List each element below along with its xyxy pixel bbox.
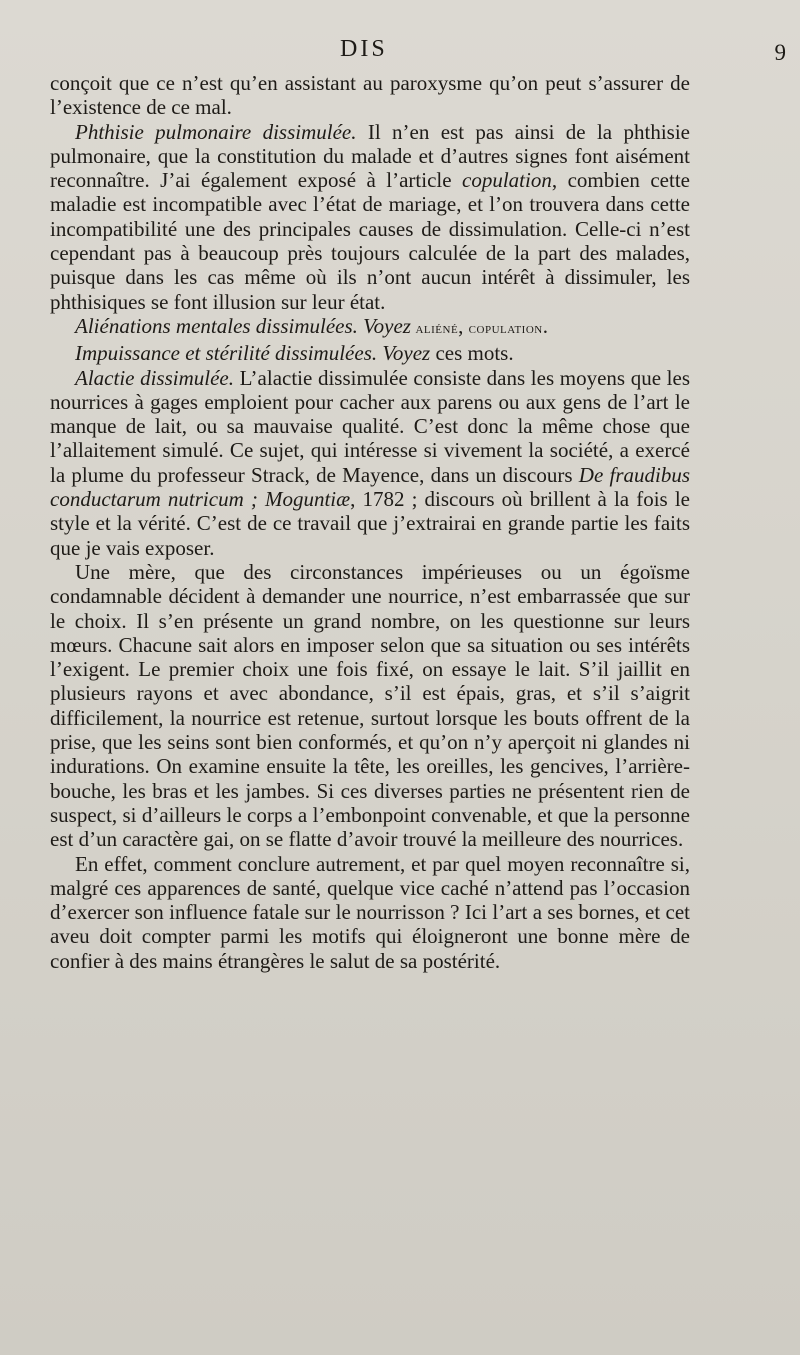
paragraph-phthisie [50,120,690,314]
paragraph-alactie [50,366,690,560]
cross-reference: copulation [462,168,552,193]
paragraph-nourrice [50,560,690,852]
paragraph-text: , 1782 ; discours où brillent à la fois le style et la vérité. C’est de ce travail que j’extrairai en grande partie les faits que je vais exposer. [50,487,690,560]
cross-reference: aliéné [410,319,459,337]
punctuation: . [542,313,548,338]
paragraph-impuissance [50,341,690,365]
entry-title: Phthisie pulmonaire dissimulée. [75,119,357,144]
page-header [0,36,800,68]
paragraph-text: L’alactie dissimulée consiste dans les moyens que les nourrices à gages emploient pour cacher aux parens ou aux gens de l’art le manque de lait, ou sa mauvaise qualité. C’est donc la même chose que l’allaitement simulé. Ce sujet, qui intéresse si vivement la société, a exercé la plume du professeur Strack, de Mayence, dans un discours [50,365,690,487]
paragraph-continuation [50,71,690,120]
paragraph-en-effet [50,852,690,973]
entry-title: Impuissance et stérilité dissimulées. Voyez [75,341,431,366]
body-text [50,71,690,973]
paragraph-text: Il n’en est pas ainsi de la phthisie pulmonaire, que la constitution du malade et d’autres signes font aisément reconnaître. J’ai également exposé à l’article [50,119,690,193]
paragraph-text: En effet, comment conclure autrement, et par quel moyen reconnaître si, malgré ces apparences de santé, quelque vice caché n’attend pas l’occasion d’exercer son influence fatale sur le nourrisson ? Ici l’art a ses bornes, et cet aveu doit compter parmi les motifs qui éloigneront une bonne mère de confier à des mains étrangères le salut de sa postérité. [50,851,690,973]
paragraph-text: , combien cette maladie est incompatible avec l’état de mariage, et l’on trouvera dans cette incompatibilité une des principales causes de dissimulation. Celle-ci n’est cependant pas à beaucoup près toujours calculée de la part des malades, puisque dans les cas même où ils n’ont aucun intérêt à dissimuler, les phthisiques se font illusion sur leur état. [50,168,690,314]
separator: , [458,313,469,338]
page-number: 9 [774,40,786,65]
book-title: De fraudibus conductarum nutricum ; Moguntiæ [50,462,691,512]
running-head: DIS [340,36,388,62]
entry-title: Aliénations mentales dissimulées. Voyez [75,313,411,338]
cross-reference: copulation [468,319,543,337]
paragraph-text: Une mère, que des circonstances impérieuses ou un égoïsme condamnable décident à demander une nourrice, n’est embarrassée que sur le choix. Il s’en présente un grand nombre, on les questionne sur leurs mœurs. Chacune sait alors en imposer selon que sa situation ou ses intérêts l’exigent. Le premier choix une fois fixé, on essaye le lait. S’il jaillit en plusieurs rayons et avec abondance, s’il est épais, gras, et s’il s’aigrit difficilement, la nourrice est retenue, surtout lorsque les bouts offrent de la prise, que les seins sont bien conformés, et qu’on n’y aperçoit ni glandes ni indurations. On examine ensuite la tête, les oreilles, les gencives, l’arrière-bouche, les bras et les jambes. Si ces diverses parties ne présentent rien de suspect, si d’ailleurs le corps a l’embonpoint convenable, et que la personne est d’un caractère gai, on se flatte d’avoir trouvé la meilleure des nourrices. [50,559,690,852]
paragraph-alienations [50,314,690,341]
paragraph-text: conçoit que ce n’est qu’en assistant au paroxysme qu’on peut s’assurer de l’existence de ce mal. [50,71,690,120]
paragraph-text: ces mots. [430,341,514,366]
entry-title: Alactie dissimulée. [75,365,235,390]
